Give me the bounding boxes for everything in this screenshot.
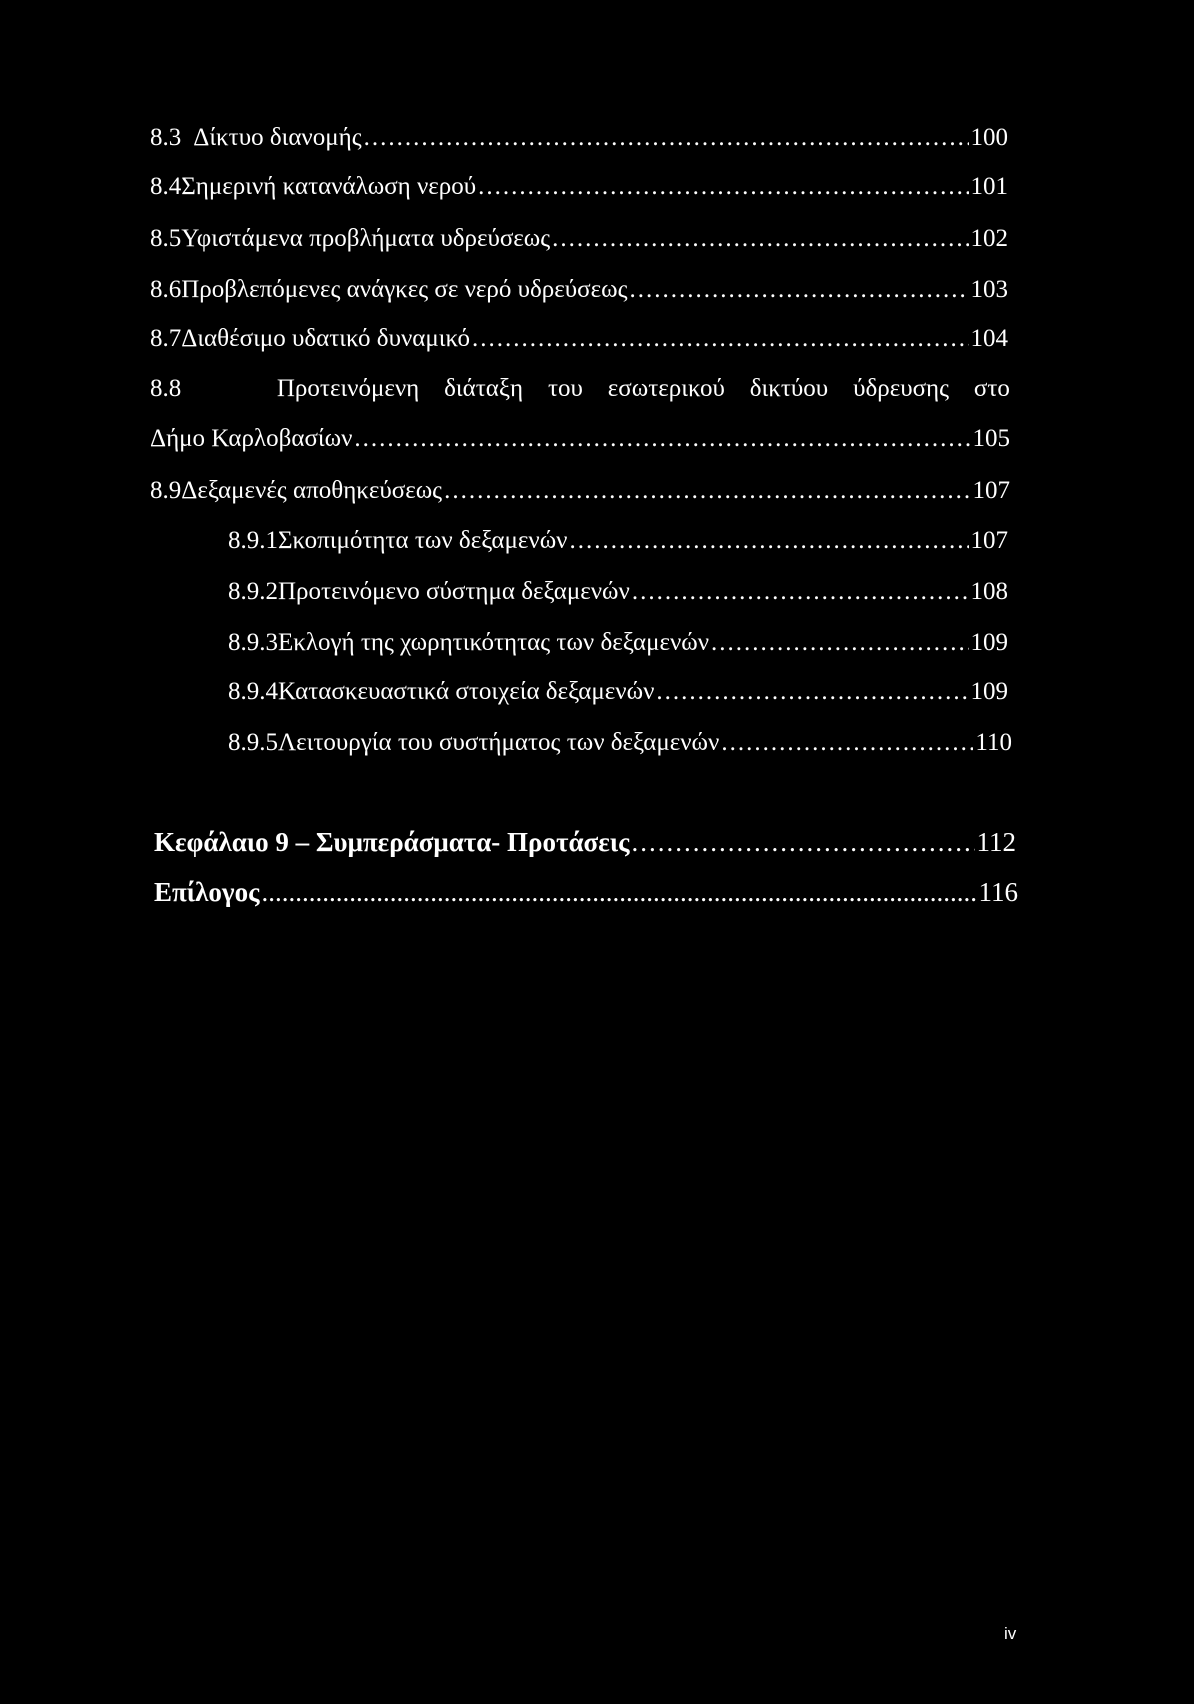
toc-entry-title: Προτεινόμενο σύστημα δεξαμενών <box>278 578 630 605</box>
toc-chapter-page: 112 <box>976 827 1016 857</box>
toc-entry-number: 8.9 <box>150 477 182 504</box>
toc-entry-title-word: εσωτερικού <box>607 375 725 402</box>
toc-entry-8-6 <box>150 275 1008 305</box>
toc-leader-dots <box>711 628 968 658</box>
toc-entry-number: 8.9.4 <box>228 678 278 705</box>
toc-entry-page: 108 <box>970 578 1008 605</box>
toc-entry-page: 100 <box>970 124 1008 151</box>
toc-entry-title-word: δικτύου <box>749 375 829 402</box>
toc-entry-8-4 <box>150 172 1008 202</box>
toc-entry-title-word: Προτεινόμενη <box>276 375 420 402</box>
toc-chapter-title: Κεφάλαιο 9 – Συμπεράσματα- Προτάσεις <box>154 827 630 857</box>
toc-leader-dots <box>444 476 970 506</box>
toc-entry-title: Λειτουργία του συστήματος των δεξαμενών <box>278 729 720 756</box>
toc-entry-number: 8.7 <box>150 325 182 352</box>
toc-leader-dots <box>656 677 968 707</box>
toc-entry-title: Προβλεπόμενες ανάγκες σε νερό υδρεύσεως <box>181 276 628 303</box>
toc-entry-8-5 <box>150 224 1008 254</box>
toc-entry-title: Δήμο Καρλοβασίων <box>150 425 353 452</box>
toc-entry-title: Υφιστάμενα προβλήματα υδρεύσεως <box>181 225 551 252</box>
toc-entry-title-word: διάταξη <box>444 375 524 402</box>
toc-leader-dots <box>632 827 975 857</box>
toc-entry-page: 109 <box>970 629 1008 656</box>
toc-chapter-page: 116 <box>978 877 1018 907</box>
toc-leader-dots <box>721 728 973 758</box>
toc-entry-page: 101 <box>970 173 1008 200</box>
toc-entry-page: 104 <box>970 325 1008 352</box>
toc-leader-dots <box>569 526 968 556</box>
toc-entry-number: 8.5 <box>150 225 182 252</box>
toc-entry-number: 8.9.2 <box>228 578 278 605</box>
toc-entry-8-3 <box>150 123 1008 153</box>
toc-entry-number: 8.9.5 <box>228 729 278 756</box>
toc-entry-number: 8.9.3 <box>228 629 278 656</box>
toc-entry-8-9-4 <box>228 677 1008 707</box>
toc-entry-title-word: ύδρευσης <box>853 375 950 402</box>
toc-entry-page: 107 <box>970 527 1008 554</box>
toc-entry-title: Διαθέσιμο υδατικό δυναμικό <box>181 325 471 352</box>
toc-epilogue <box>154 877 1018 907</box>
toc-entry-page: 110 <box>975 729 1012 756</box>
toc-leader-dots <box>478 172 968 202</box>
toc-entry-number: 8.6 <box>150 276 182 303</box>
toc-entry-title: Σκοπιμότητα των δεξαμενών <box>278 527 568 554</box>
toc-entry-8-8-continued <box>150 424 1010 454</box>
toc-entry-page: 105 <box>972 425 1010 452</box>
toc-entry-number: 8.3 <box>150 124 182 151</box>
toc-entry-8-7 <box>150 324 1008 354</box>
toc-leader-dots <box>629 275 968 305</box>
toc-entry-page: 109 <box>970 678 1008 705</box>
toc-entry-8-9-2 <box>228 577 1008 607</box>
toc-entry-8-9-3 <box>228 628 1008 658</box>
page-number: iv <box>1004 1624 1017 1643</box>
toc-entry-title: Κατασκευαστικά στοιχεία δεξαμενών <box>278 678 655 705</box>
toc-entry-page: 102 <box>970 225 1008 252</box>
toc-entry-title: Δεξαμενές αποθηκεύσεως <box>181 477 443 504</box>
toc-entry-8-8 <box>150 374 1010 404</box>
toc-leader-dots <box>632 577 969 607</box>
toc-leader-dots <box>552 224 968 254</box>
toc-entry-title: Δίκτυο διανομής <box>193 124 362 151</box>
toc-leader-dots <box>472 324 968 354</box>
toc-entry-number: 8.8 <box>150 375 182 402</box>
toc-entry-title: Εκλογή της χωρητικότητας των δεξαμενών <box>278 629 710 656</box>
toc-leader-dots <box>354 424 970 454</box>
toc-entry-number: 8.4 <box>150 173 182 200</box>
toc-chapter-9 <box>154 827 1016 857</box>
toc-leader-dots <box>261 877 976 907</box>
toc-entry-8-9 <box>150 476 1010 506</box>
toc-leader-dots <box>364 123 969 153</box>
toc-chapter-title: Επίλογος <box>154 877 260 907</box>
toc-entry-number: 8.9.1 <box>228 527 278 554</box>
toc-entry-title-word: του <box>547 375 583 402</box>
toc-entry-title: Σημερινή κατανάλωση νερού <box>181 173 477 200</box>
toc-entry-8-9-1 <box>228 526 1008 556</box>
toc-entry-8-9-5 <box>228 728 1012 758</box>
toc-entry-title-word: στο <box>973 375 1010 402</box>
toc-entry-page: 103 <box>970 276 1008 303</box>
toc-entry-page: 107 <box>972 477 1010 504</box>
